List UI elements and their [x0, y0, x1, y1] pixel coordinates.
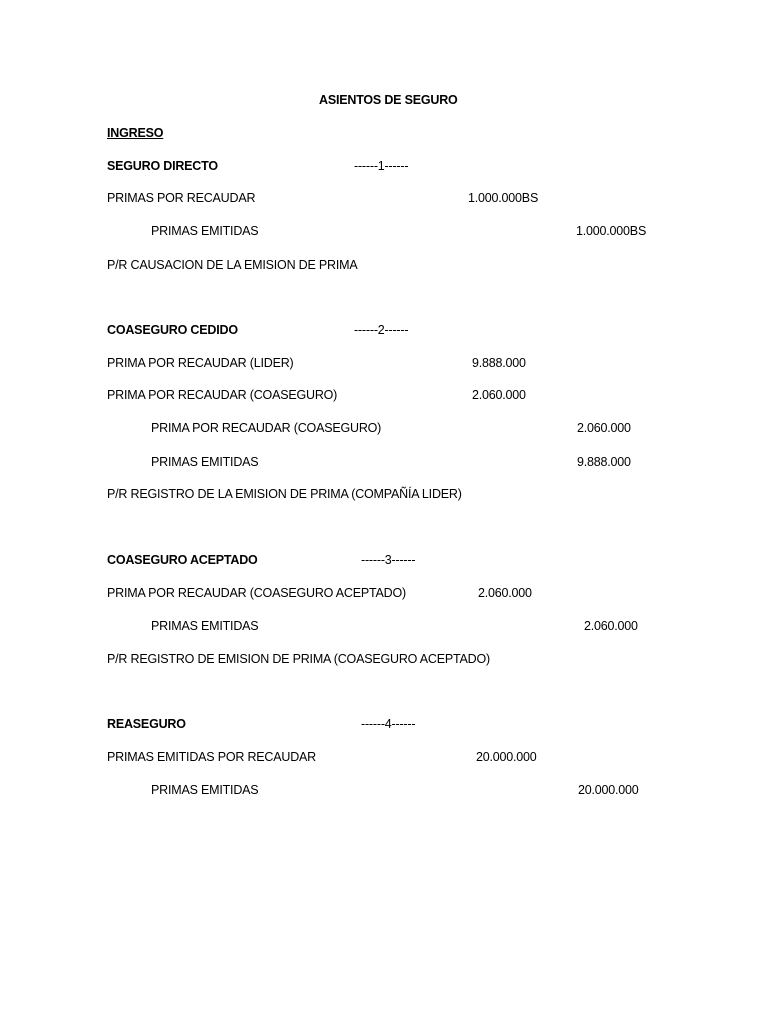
- entry-heading: SEGURO DIRECTO: [107, 159, 218, 173]
- debit-account: PRIMA POR RECAUDAR (COASEGURO ACEPTADO): [107, 586, 406, 600]
- credit-account: PRIMAS EMITIDAS: [151, 455, 259, 469]
- credit-account: PRIMAS EMITIDAS: [151, 783, 259, 797]
- debit-account: PRIMAS POR RECAUDAR: [107, 191, 256, 205]
- entry-number: ------1------: [354, 159, 409, 173]
- entry-heading: COASEGURO ACEPTADO: [107, 553, 258, 567]
- credit-account: PRIMAS EMITIDAS: [151, 619, 259, 633]
- credit-amount: 20.000.000: [578, 783, 639, 797]
- entry-note: P/R REGISTRO DE EMISION DE PRIMA (COASEGURO ACEPTADO): [107, 652, 490, 666]
- entry-heading: COASEGURO CEDIDO: [107, 323, 238, 337]
- credit-amount: 1.000.000BS: [576, 224, 647, 238]
- debit-account: PRIMAS EMITIDAS POR RECAUDAR: [107, 750, 317, 764]
- debit-amount: 2.060.000: [472, 388, 526, 402]
- credit-account: PRIMA POR RECAUDAR (COASEGURO): [151, 421, 382, 435]
- entry-number: ------3------: [361, 553, 416, 567]
- entry-number: ------2------: [354, 323, 409, 337]
- entry-note: P/R REGISTRO DE LA EMISION DE PRIMA (COMPAÑÍA LIDER): [107, 487, 462, 501]
- credit-amount: 9.888.000: [577, 455, 631, 469]
- credit-account: PRIMAS EMITIDAS: [151, 224, 259, 238]
- credit-amount: 2.060.000: [584, 619, 638, 633]
- entry-heading: REASEGURO: [107, 717, 186, 731]
- debit-amount: 2.060.000: [478, 586, 532, 600]
- document-title: ASIENTOS DE SEGURO: [319, 93, 458, 107]
- credit-amount: 2.060.000: [577, 421, 631, 435]
- debit-amount: 20.000.000: [476, 750, 537, 764]
- debit-account: PRIMA POR RECAUDAR (COASEGURO): [107, 388, 338, 402]
- debit-amount: 1.000.000BS: [468, 191, 539, 205]
- debit-account: PRIMA POR RECAUDAR (LIDER): [107, 356, 294, 370]
- entry-number: ------4------: [361, 717, 416, 731]
- debit-amount: 9.888.000: [472, 356, 526, 370]
- section-heading: INGRESO: [107, 126, 164, 140]
- entry-note: P/R CAUSACION DE LA EMISION DE PRIMA: [107, 258, 358, 272]
